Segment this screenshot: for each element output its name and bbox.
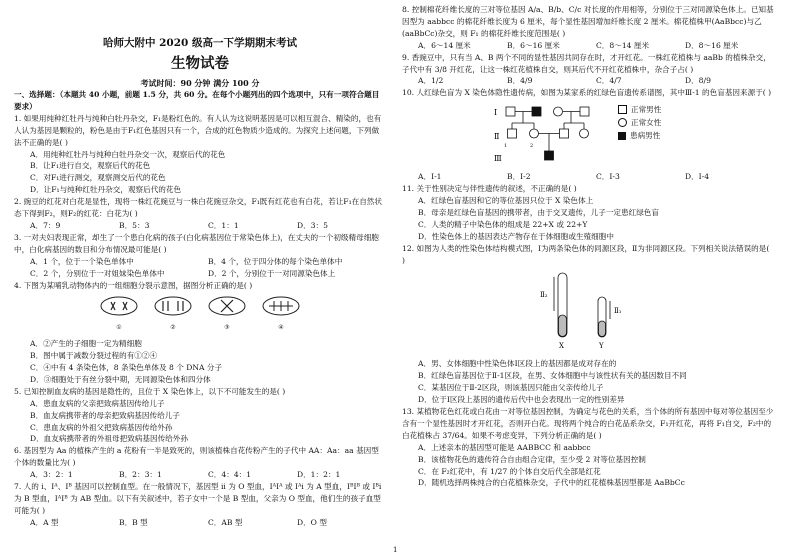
question-stem: 1. 如果用纯种红牡丹与纯种白牡丹杂交，F₁是粉红色的。有人认为这说明基因是可以相互混合、精染的，也有人认为基因是颗粒的，粉色是由于F₁红色基因只有一个，合成的红色物质少造成的。为探究上述问题，下列做法不正确的是( ): [14, 113, 382, 147]
option: D．2 个，分别位于一对同源染色体上: [208, 268, 336, 278]
pedigree-chart: [492, 103, 602, 167]
option: B．6～16 厘米: [507, 40, 560, 50]
generation-label: Ⅰ: [494, 108, 498, 118]
question-stem: 3. 一对夫妇表现正常，却生了一个患白化病的孩子(白化病基因位于常染色体上)，在丈夫的一个初级精母细胞中，白化病基因的数目和分布情况最可能是( ): [14, 232, 379, 254]
option: D．8/9: [685, 76, 711, 86]
option: B．血友病携带者的母亲把致病基因传给儿子: [30, 410, 180, 420]
question-stem: 10. 人红绿色盲为 X 染色体隐性遗传病，如图为某家系的红绿色盲遗传系谱图，其中Ⅲ-1 的色盲基因来源于( ): [402, 88, 772, 98]
option: A．用纯种红牡丹与纯种白牡丹杂交一次，观察后代的花色: [30, 149, 226, 159]
question-5: [14, 386, 386, 446]
question-stem: 7. 人的 i、Iᴬ、Iᴮ 基因可以控制血型。在一般情况下，基因型 ii 为 O 型血，IᴬIᴬ 或 Iᴬi 为 A 型血，IᴮIᴮ 或 Iᴮi 为 B 型血，IᴬIᴮ 为 AB 型血。以下有关叙述中，若子女中一个是 B 型血，父亲为 O 型血，他们生的孩子血型可能为( ): [14, 482, 382, 515]
option: D．随机选择两株纯合的白花植株杂交，子代中的红花植株基因型都是 AaBbCc: [418, 478, 685, 488]
sex-chromosome-figure: [532, 271, 632, 351]
question-1: [14, 113, 386, 196]
option: C．1：1: [208, 220, 239, 230]
legend-label: 正常男性: [631, 105, 662, 115]
option: C．4：4：1: [208, 470, 252, 480]
option: B．红绿色盲基因位于Ⅱ-1区段，在男、女体细胞中与该性状有关的基因数目不同: [418, 371, 687, 381]
legend-item: [618, 116, 661, 129]
option: B．4 个，位于四分体的每个染色单体中: [208, 256, 343, 266]
option: B．B 型: [119, 517, 148, 527]
option: A．患血友病的父亲把致病基因传给儿子: [30, 398, 165, 408]
school-title: 哈师大附中 2020 级高一下学期期末考试: [102, 37, 298, 49]
question-9: [402, 52, 774, 88]
affected-male-icon: [618, 132, 626, 140]
question-13: [402, 406, 774, 489]
option: B．图中属于减数分裂过程的有①②④: [30, 351, 158, 361]
right-column: [402, 4, 774, 489]
question-stem: 8. 控制棉花纤维长度的三对等位基因 A/a、B/b、C/c 对长度的作用相等，分别位于三对同源染色体上。已知基因型为 aabbcc 的棉花纤维长度为 6 厘米，每个显性基因增加纤维长度 2 厘米。棉花植株甲(AaBbcc)与乙(aaBbCc)杂交，则 F₁ 的棉花纤维长度范围是( ): [402, 5, 774, 38]
cell-label: ③: [224, 324, 230, 332]
normal-female-icon: [618, 118, 627, 127]
option: A．A 型: [30, 517, 59, 527]
region-label: Ⅱ₂: [540, 290, 548, 299]
option: C．④中有 4 条染色体，8 条染色单体及 8 个 DNA 分子: [30, 363, 223, 373]
chromosome-label: Y: [599, 341, 604, 350]
option: B．母亲是红绿色盲基因的携带者，由于交叉遗传，儿子一定患红绿色盲: [418, 207, 659, 217]
option: D．③细胞处于有丝分裂中期，无同源染色体和四分体: [30, 374, 211, 384]
question-8: [402, 4, 774, 52]
question-stem: 5. 已知控制血友病的基因是隐性的，且位于 X 染色体上，以下不可能发生的是( ): [14, 386, 286, 396]
question-stem: 2. 豌豆的红花对白花是显性，现将一株红花豌豆与一株白花豌豆杂交，F₁既有红花也有白花，若让F₁在自然状态下得到F₂，则F₂的红花：白花为( ): [14, 197, 382, 219]
question-12: [402, 243, 774, 406]
option: A．红绿色盲基因和它的等位基因只位于 X 染色体上: [418, 196, 594, 206]
option: C．4/7: [596, 76, 622, 86]
generation-label: Ⅲ: [494, 154, 502, 164]
option: A．1 个，位于一个染色单体中: [30, 256, 134, 266]
question-4: [14, 280, 386, 386]
option: A．Ⅰ-1: [418, 172, 442, 182]
question-stem: 6. 基因型为 Aa 的植株产生的 a 花粉有一半是致死的，则该植株自花传粉产生的子代中 AA：Aa：aa 基因型个体的数量比为( ): [14, 446, 379, 468]
option: C．人类的精子中染色体的组成是 22+X 或 22+Y: [418, 219, 588, 229]
legend-label: 正常女性: [631, 118, 662, 128]
question-10: [402, 87, 774, 183]
question-11: [402, 183, 774, 243]
question-stem: 4. 下图为某哺乳动物体内的一组细胞分裂示意图，据图分析正确的是( ): [14, 280, 253, 290]
question-2: [14, 196, 386, 232]
option: B．Ⅰ-2: [507, 172, 531, 182]
left-column: [14, 4, 386, 529]
subject-title: 生物试卷: [171, 55, 229, 72]
option: B．5：3: [119, 220, 150, 230]
option: A．1/2: [418, 76, 444, 86]
question-3: [14, 232, 386, 280]
option: D．3：5: [297, 220, 328, 230]
pedigree-legend: [618, 103, 661, 142]
option: C．在 F₂红花中，有 1/27 的个体自交后代全部是红花: [418, 466, 601, 476]
cell-diagram: [207, 295, 247, 334]
option: B．该植物花色的遗传符合自由组合定律，至少受 2 对等位基因控制: [418, 454, 646, 464]
option: D．O 型: [297, 517, 327, 527]
generation-label: Ⅱ: [494, 132, 500, 142]
option: C．Ⅰ-3: [596, 172, 620, 182]
option: C．2 个，分别位于一对姐妹染色单体中: [30, 268, 165, 278]
chromosome-label: X: [559, 341, 564, 350]
option: A．②产生的子细胞一定为精细胞: [30, 339, 142, 349]
legend-item: [618, 103, 661, 116]
option: D．位于Ⅰ区段上基因的遗传后代中也会表现出一定的性别差异: [418, 395, 625, 405]
option: B．2：3：1: [119, 470, 162, 480]
page-number: 1: [393, 546, 398, 554]
option: D．Ⅰ-4: [685, 172, 710, 182]
cell-diagram: [261, 295, 301, 334]
question-7: [14, 481, 386, 529]
option: D．8～16 厘米: [685, 40, 739, 50]
legend-item: [618, 129, 661, 142]
legend-label: 患病男性: [630, 131, 661, 141]
exam-info: 考试时间：90 分钟 满分 100 分: [140, 78, 260, 88]
question-stem: 9. 香豌豆中，只有当 A、B 两个不同的显性基因共同存在时，才开红花。一株红花植株与 aaBb 的植株杂交，子代中有 3/8 开红花，让这一株红花植株自交，则其后代不开红花植株中，杂合子占( ): [402, 52, 771, 74]
svg-text:1: 1: [504, 143, 508, 150]
normal-male-icon: [618, 105, 627, 114]
option: D．性染色体上的基因表达产物存在于体细胞或生殖细胞中: [418, 231, 614, 241]
section-heading: 一、选择题：（本题共 40 小题，前题 1.5 分，共 60 分。在每个小题列出的四个选项中，只有一项符合题目要求）: [14, 90, 380, 111]
option: A．上述亲本的基因型可能是 AABBCC 和 aabbcc: [418, 442, 591, 452]
cell-label: ①: [116, 324, 122, 332]
question-stem: 13. 某植物花色红花或白花由一对等位基因控制，为确定与花色的关系，当个体的所有基因中每对等位基因至少含有一个显性基因时才开红花，否则开白花。现将两个纯合的白花品系杂交，F₁开红花，再将 F₁自交，F₂中的白花植株占 37/64。如果不考虑变异，下列分析正确的是( ): [402, 407, 774, 440]
option: A．6～14 厘米: [418, 40, 471, 50]
option: C．对F₁进行测交，观察测交后代的花色: [30, 173, 166, 183]
option: B．让F₁进行自交，观察后代的花色: [30, 161, 151, 171]
svg-text:2: 2: [530, 143, 534, 150]
option: D．1：2：1: [297, 470, 341, 480]
option: A．3：2：1: [30, 470, 73, 480]
option: B．4/9: [507, 76, 533, 86]
question-stem: 12. 如图为人类的性染色体结构模式图，Ⅰ为两条染色体的同源区段，Ⅱ为非同源区段。下列相关说法错误的是( ): [402, 243, 770, 265]
option: C．某基因位于Ⅱ-2区段，则该基因只能由父亲传给儿子: [418, 383, 604, 393]
cell-diagram: [153, 295, 193, 334]
option: D．让F₁与纯种红牡丹杂交，观察后代的花色: [30, 185, 182, 195]
question-6: [14, 445, 386, 481]
option: A．7：9: [30, 220, 61, 230]
question-stem: 11. 关于性别决定与伴性遗传的叙述，不正确的是( ): [402, 184, 577, 194]
cell-label: ②: [170, 324, 176, 332]
option: C．8～14 厘米: [596, 40, 650, 50]
option: C．患血友病的外祖父把致病基因传给外孙: [30, 422, 173, 432]
option: D．血友病携带者的外祖母把致病基因传给外孙: [30, 434, 188, 444]
option: A．男、女体细胞中性染色体Ⅰ区段上的基因都是成对存在的: [418, 359, 617, 369]
cell-label: ④: [278, 324, 284, 332]
cell-division-figure: [14, 295, 386, 334]
region-label: Ⅱ₁: [614, 306, 622, 315]
option: C．AB 型: [208, 517, 243, 527]
cell-diagram: [99, 295, 139, 334]
